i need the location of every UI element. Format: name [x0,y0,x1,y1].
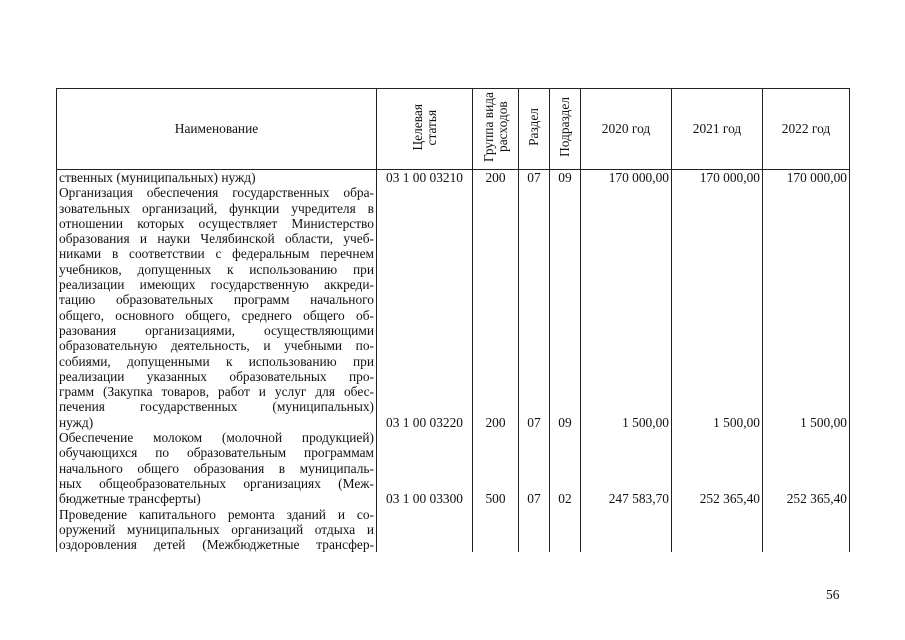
row-target-article: 03 1 00 03300 [377,491,473,552]
row-value-2020: 247 583,70 [581,491,672,552]
name-line: образования и науки Челябинской области, учеб- [59,231,374,247]
name-line: ных общеобразовательных организациях (Меж- [59,475,374,491]
header-2022: 2022 год [763,89,850,170]
header-target-article: Целевая статья [377,89,473,170]
name-line: собиями, допущенными к использованию при [59,353,374,369]
table-row [57,415,850,491]
row-subsection: 02 [550,491,581,552]
row-target-article: 03 1 00 03220 [377,415,473,491]
row-value-2020: 1 500,00 [581,415,672,491]
row-section: 07 [519,415,550,491]
row-expense-group: 500 [473,491,519,552]
name-line: реализации имеющих государственную аккреди- [59,277,374,293]
row-value-2022: 170 000,00 [763,170,850,415]
row-name [57,415,377,491]
name-line: разования организациями, осуществляющими [59,322,374,338]
row-subsection: 09 [550,170,581,415]
table-body [57,170,850,553]
name-line: Обеспечение молоком (молочной продукцией) [59,430,374,446]
name-line: оружений муниципальных организаций отдыха и [59,521,374,537]
header-subsection: Подраздел [550,89,581,170]
header-expense-group: Группа вида расходов [473,89,519,170]
row-name [57,170,377,415]
name-line: Проведение капитального ремонта зданий и со- [59,506,374,522]
header-2021: 2021 год [672,89,763,170]
name-line: реализации указанных образовательных про- [59,368,374,384]
row-value-2021: 252 365,40 [672,491,763,552]
name-line: Организация обеспечения государственных обра- [59,185,374,201]
page-number: 56 [826,587,840,602]
budget-table [56,88,850,552]
row-name [57,491,377,552]
name-line: начального общего образования в муниципаль- [59,460,374,476]
name-line: никами в соответствии с федеральным перечнем [59,246,374,262]
row-section: 07 [519,170,550,415]
name-line: бюджетные трансферты) [59,491,201,507]
header-2020: 2020 год [581,89,672,170]
name-line: зовательных организаций, функции учредителя в [59,200,374,216]
row-section: 07 [519,491,550,552]
name-line: образовательную деятельность, и учебными по- [59,338,374,354]
row-value-2021: 1 500,00 [672,415,763,491]
header-row [57,89,850,170]
name-line: тацию образовательных программ начального [59,292,374,308]
row-value-2020: 170 000,00 [581,170,672,415]
header-section: Раздел [519,89,550,170]
header-name: Наименование [57,89,377,170]
name-line: общего, основного общего, среднего общего об- [59,307,374,323]
name-line: ственных (муниципальных) нужд) [59,170,256,185]
name-line: обучающихся по образовательным программам [59,445,374,461]
row-expense-group: 200 [473,415,519,491]
name-line: нужд) [59,414,94,430]
name-line: отношении которых осуществляет Министерство [59,215,374,231]
table-row [57,170,850,415]
row-value-2022: 1 500,00 [763,415,850,491]
row-expense-group: 200 [473,170,519,415]
row-value-2022: 252 365,40 [763,491,850,552]
row-value-2021: 170 000,00 [672,170,763,415]
name-line: учебников, допущенных к использованию при [59,261,374,277]
name-line: грамм (Закупка товаров, работ и услуг для обес- [59,384,374,400]
row-target-article: 03 1 00 03210 [377,170,473,415]
table-row [57,491,850,552]
row-subsection: 09 [550,415,581,491]
name-line: оздоровления детей (Межбюджетные трансфер- [59,537,374,553]
name-line: печения государственных (муниципальных) [59,399,374,415]
